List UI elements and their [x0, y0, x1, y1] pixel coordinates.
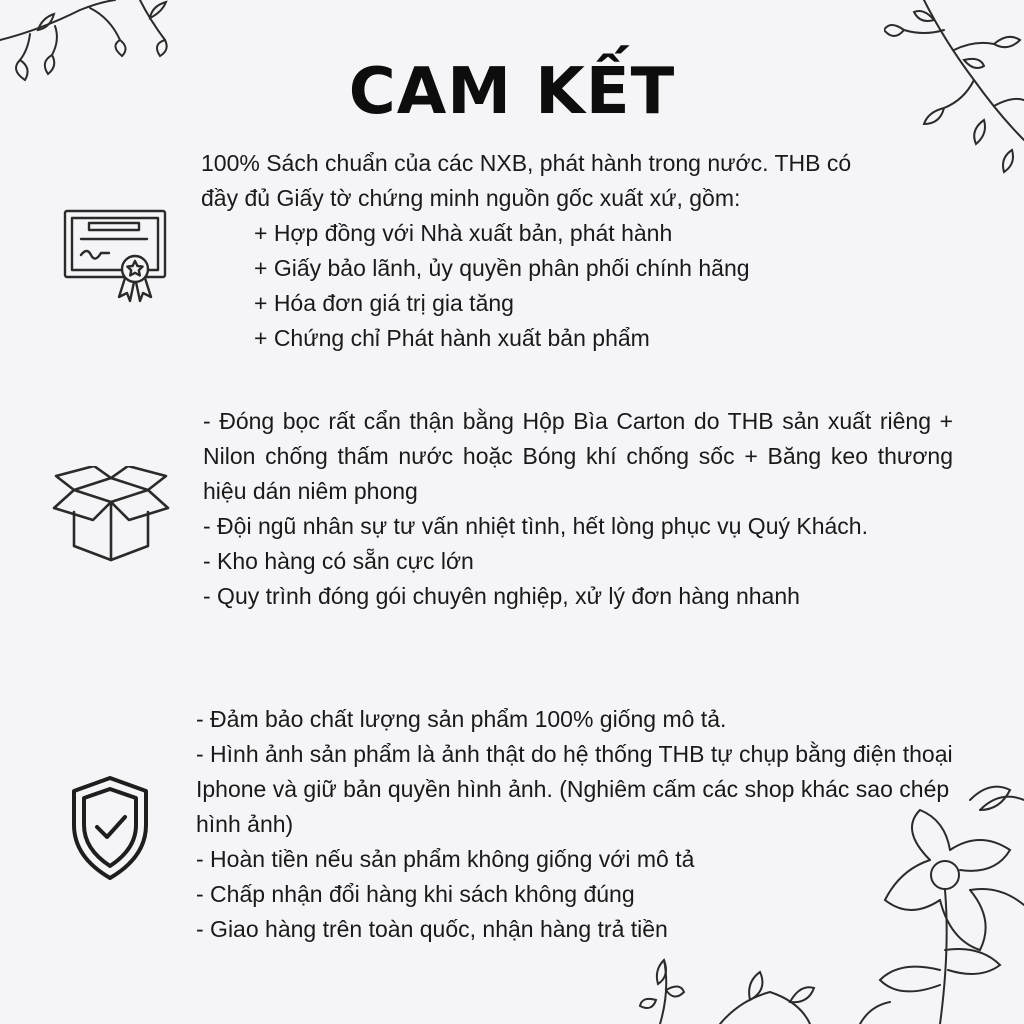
list-item: + Hợp đồng với Nhà xuất bản, phát hành	[254, 220, 673, 246]
list-item: - Quy trình đóng gói chuyên nghiệp, xử lý đơn hàng nhanh	[203, 583, 800, 609]
section-packaging	[203, 404, 953, 614]
list-item: - Giao hàng trên toàn quốc, nhận hàng trả tiền	[196, 916, 668, 942]
shield-check-icon	[71, 775, 149, 881]
list-item: - Đội ngũ nhân sự tư vấn nhiệt tình, hết lòng phục vụ Quý Khách.	[203, 513, 868, 539]
list-item: + Chứng chỉ Phát hành xuất bản phẩm	[254, 325, 650, 351]
certificate-icon	[63, 209, 167, 305]
list-item: - Kho hàng có sẵn cực lớn	[203, 548, 474, 574]
list-item: - Hoàn tiền nếu sản phẩm không giống với mô tả	[196, 846, 695, 872]
list-item: + Giấy bảo lãnh, ủy quyền phân phối chính hãng	[254, 255, 750, 281]
section-quality	[196, 702, 956, 947]
list-item: - Đảm bảo chất lượng sản phẩm 100% giống mô tả.	[196, 706, 727, 732]
page-title: CAM KẾT	[348, 55, 676, 129]
box-icon	[50, 466, 172, 562]
section-authenticity	[201, 146, 971, 356]
list-item: + Hóa đơn giá trị gia tăng	[254, 290, 514, 316]
authenticity-intro-line-2: đầy đủ Giấy tờ chứng minh nguồn gốc xuất xứ, gồm:	[201, 185, 741, 211]
list-item: - Chấp nhận đổi hàng khi sách không đúng	[196, 881, 635, 907]
list-item: - Đóng bọc rất cẩn thận bằng Hộp Bìa Carton do THB sản xuất riêng + Nilon chống thấm nước hoặc Bóng khí chống sốc + Băng keo thương hiệu dán niêm phong	[203, 408, 953, 504]
authenticity-intro-line-1: 100% Sách chuẩn của các NXB, phát hành trong nước. THB có	[201, 150, 852, 176]
list-item: - Hình ảnh sản phẩm là ảnh thật do hệ thống THB tự chụp bằng điện thoại Iphone và giữ bản quyền hình ảnh. (Nghiêm cấm các shop khác sao chép hình ảnh)	[196, 741, 953, 837]
